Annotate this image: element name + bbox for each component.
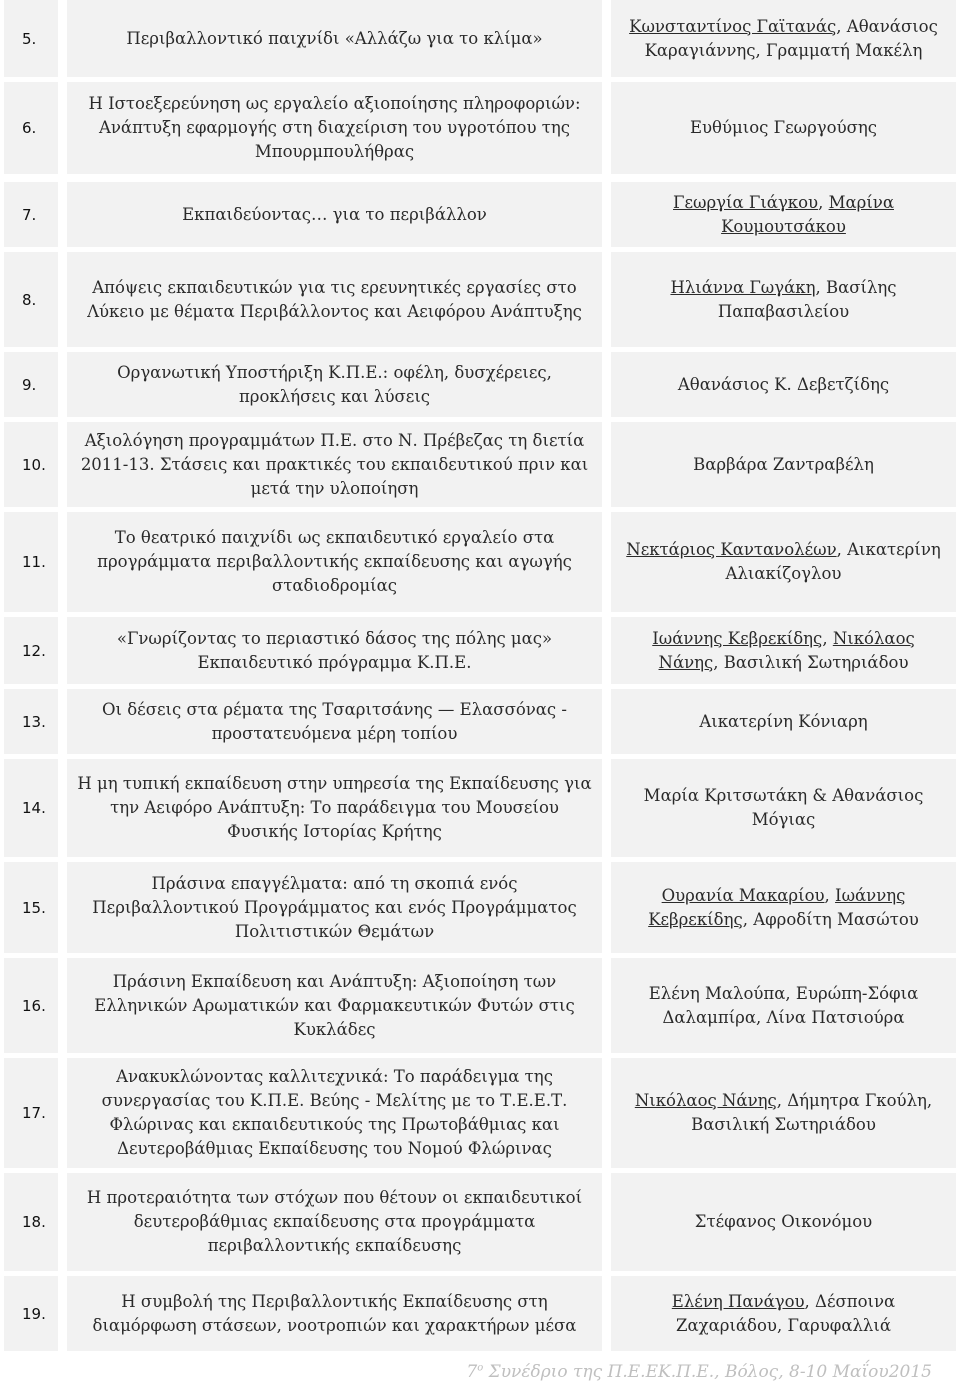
author-text: Αικατερίνη Κόνιαρη xyxy=(699,711,868,731)
row-number: 14. xyxy=(4,759,58,857)
row-number: 8. xyxy=(4,252,58,347)
paper-authors xyxy=(611,252,956,347)
paper-title: Οι δέσεις στα ρέματα της Τσαριτσάνης — Ελασσόνας - προστατευόμενα μέρη τοπίου xyxy=(67,689,602,754)
table-row xyxy=(0,1276,960,1356)
page-footer xyxy=(466,1362,932,1382)
authors-line xyxy=(699,710,867,734)
table-row xyxy=(0,862,960,958)
paper-title: Η συμβολή της Περιβαλλοντικής Εκπαίδευσης στη διαμόρφωση στάσεων, νοοτροπιών και χαρακτήρων μέσα xyxy=(67,1276,602,1351)
paper-authors xyxy=(611,1058,956,1168)
paper-authors xyxy=(611,512,956,612)
paper-title: Η Ιστοεξερεύνηση ως εργαλείο αξιοποίησης πληροφοριών: Ανάπτυξη εφαρμογής στη διαχείριση του υγροτόπου της Μπουρμπουλήθρας xyxy=(67,82,602,174)
authors-line xyxy=(690,116,877,140)
row-number: 16. xyxy=(4,958,58,1053)
row-number: 17. xyxy=(4,1058,58,1168)
row-number: 19. xyxy=(4,1276,58,1351)
paper-title: Το θεατρικό παιχνίδι ως εκπαιδευτικό εργαλείο στα προγράμματα περιβαλλοντικής εκπαίδευσης και αγωγής σταδιοδρομίας xyxy=(67,512,602,612)
paper-title: Περιβαλλοντικό παιχνίδι «Αλλάζω για το κλίμα» xyxy=(67,0,602,77)
paper-authors xyxy=(611,958,956,1053)
paper-title: Εκπαιδεύοντας… για το περιβάλλον xyxy=(67,182,602,247)
authors-line xyxy=(621,191,946,239)
paper-title: Απόψεις εκπαιδευτικών για τις ερευνητικές εργασίες στο Λύκειο με θέματα Περιβάλλοντος και Αειφόρου Ανάπτυξης xyxy=(67,252,602,347)
authors-line xyxy=(695,1210,872,1234)
table-row xyxy=(0,352,960,422)
paper-title: Η προτεραιότητα των στόχων που θέτουν οι εκπαιδευτικοί δευτεροβάθμιας εκπαίδευσης στα προγράμματα περιβαλλοντικής εκπαίδευσης xyxy=(67,1173,602,1271)
table-row xyxy=(0,252,960,352)
row-number: 10. xyxy=(4,422,58,507)
table-row xyxy=(0,1173,960,1276)
authors-line xyxy=(621,884,946,932)
authors-line xyxy=(621,784,946,832)
table-row xyxy=(0,689,960,759)
authors-line xyxy=(621,982,946,1030)
footer-text: Συνέδριο της Π.Ε.ΕΚ.Π.Ε., Βόλος, 8-10 Μαΐου2015 xyxy=(483,1362,932,1382)
authors-line xyxy=(621,1089,946,1137)
author-text: Αθανάσιος Κ. Δεβετζίδης xyxy=(677,374,890,394)
author-name-link[interactable]: Νεκτάριος Καντανολέων xyxy=(626,540,837,559)
table-row xyxy=(0,759,960,862)
author-text: Ελένη Μαλούπα, Ευρώπη-Σόφια Δαλαμπίρα, Λίνα Πατσιούρα xyxy=(648,983,919,1027)
paper-authors xyxy=(611,422,956,507)
author-text: , xyxy=(822,628,833,648)
author-name-link[interactable]: Κωνσταντίνος Γαϊτανάς xyxy=(629,16,837,36)
author-text: Ευθύμιος Γεωργούσης xyxy=(689,118,878,137)
authors-line xyxy=(693,453,874,477)
row-number: 12. xyxy=(4,617,58,684)
table-row xyxy=(0,82,960,179)
author-text: Στέφανος Οικονόμου xyxy=(694,1212,873,1231)
author-name-link[interactable]: Ιωάννης Κεβρεκίδης xyxy=(652,628,823,648)
paper-authors xyxy=(611,0,956,77)
author-text: , Αθανάσιος Καραγιάννης, Γραμματή Μακέλη xyxy=(644,16,938,60)
paper-title: Οργανωτική Υποστήριξη Κ.Π.Ε.: οφέλη, δυσχέρειες, προκλήσεις και λύσεις xyxy=(67,352,602,417)
table-row xyxy=(0,512,960,617)
paper-authors xyxy=(611,1173,956,1271)
paper-title: Πράσινα επαγγέλματα: από τη σκοπιά ενός Περιβαλλοντικού Προγράμματος και ενός Προγράμματος Πολιτιστικών Θεμάτων xyxy=(67,862,602,953)
author-text: Μαρία Κριτσωτάκη & Αθανάσιος Μόγιας xyxy=(643,786,924,829)
row-number: 15. xyxy=(4,862,58,953)
row-number: 7. xyxy=(4,182,58,247)
author-text: Βαρβάρα Ζαντραβέλη xyxy=(693,454,874,474)
row-number: 6. xyxy=(4,82,58,174)
author-name-link[interactable]: Ουρανία Μακαρίου xyxy=(661,885,825,905)
table-row xyxy=(0,958,960,1058)
author-name-link[interactable]: Νικόλαος Νάνης xyxy=(658,628,915,672)
paper-authors xyxy=(611,82,956,174)
paper-title: Αξιολόγηση προγραμμάτων Π.Ε. στο Ν. Πρέβεζας τη διετία 2011-13. Στάσεις και πρακτικές του εκπαιδευτικού πριν και μετά την υλοποίηση xyxy=(67,422,602,507)
paper-title: Ανακυκλώνοντας καλλιτεχνικά: Το παράδειγμα της συνεργασίας του Κ.Π.Ε. Βεύης - Μελίτης με το Τ.Ε.Ε.Τ. Φλώρινας και εκπαιδευτικούς της Πρωτοβάθμιας και Δευτεροβάθμιας Εκπαίδευσης του Νομού Φλώρινας xyxy=(67,1058,602,1168)
row-number: 13. xyxy=(4,689,58,754)
author-name-link[interactable]: Ιωάννης Κεβρεκίδης xyxy=(648,885,906,929)
paper-authors xyxy=(611,352,956,417)
paper-authors xyxy=(611,689,956,754)
author-name-link[interactable]: Ελένη Πανάγου xyxy=(671,1291,805,1311)
author-name-link[interactable]: Μαρίνα Κουμουτσάκου xyxy=(721,192,894,236)
author-name-link[interactable]: Νικόλαος Νάνης xyxy=(634,1091,777,1110)
authors-line xyxy=(621,276,946,324)
row-number: 18. xyxy=(4,1173,58,1271)
author-text: , Βασιλική Σωτηριάδου xyxy=(713,652,909,672)
author-text: , Αφροδίτη Μασώτου xyxy=(742,909,919,929)
paper-title: Πράσινη Εκπαίδευση και Ανάπτυξη: Αξιοποίηση των Ελληνικών Αρωματικών και Φαρμακευτικών Φυτών στις Κυκλάδες xyxy=(67,958,602,1053)
row-number: 11. xyxy=(4,512,58,612)
author-name-link[interactable]: Ηλιάννα Γωγάκη xyxy=(670,277,816,297)
author-name-link[interactable]: Γεωργία Γιάγκου xyxy=(673,192,819,212)
author-text: , xyxy=(818,192,829,212)
footer-superscript: ο xyxy=(477,1362,484,1374)
row-number: 9. xyxy=(4,352,58,417)
authors-line xyxy=(621,1290,946,1338)
authors-line xyxy=(678,373,889,397)
author-text: , Δήμητρα Γκούλη, Βασιλική Σωτηριάδου xyxy=(691,1091,933,1134)
table-row xyxy=(0,1058,960,1173)
footer-prefix: 7 xyxy=(466,1362,478,1382)
paper-authors xyxy=(611,1276,956,1351)
author-text: , xyxy=(824,885,836,905)
paper-authors xyxy=(611,862,956,953)
author-text: , Αικατερίνη Αλιακίζογλου xyxy=(725,540,941,583)
authors-line xyxy=(621,15,946,63)
table-row xyxy=(0,617,960,689)
author-text: , Δέσποινα Ζαχαριάδου, Γαρυφαλλιά xyxy=(676,1291,896,1335)
authors-line xyxy=(621,538,946,586)
table-row xyxy=(0,422,960,512)
paper-title: Η μη τυπική εκπαίδευση στην υπηρεσία της Εκπαίδευσης για την Αειφόρο Ανάπτυξη: Το παράδειγμα του Μουσείου Φυσικής Ιστορίας Κρήτης xyxy=(67,759,602,857)
paper-authors xyxy=(611,617,956,684)
table-row xyxy=(0,182,960,252)
author-text: , Βασίλης Παπαβασιλείου xyxy=(717,277,897,321)
paper-title: «Γνωρίζοντας το περιαστικό δάσος της πόλης μας» Εκπαιδευτικό πρόγραμμα Κ.Π.Ε. xyxy=(67,617,602,684)
row-number: 5. xyxy=(4,0,58,77)
authors-line xyxy=(621,627,946,675)
table-row xyxy=(0,0,960,82)
paper-authors xyxy=(611,182,956,247)
paper-authors xyxy=(611,759,956,857)
